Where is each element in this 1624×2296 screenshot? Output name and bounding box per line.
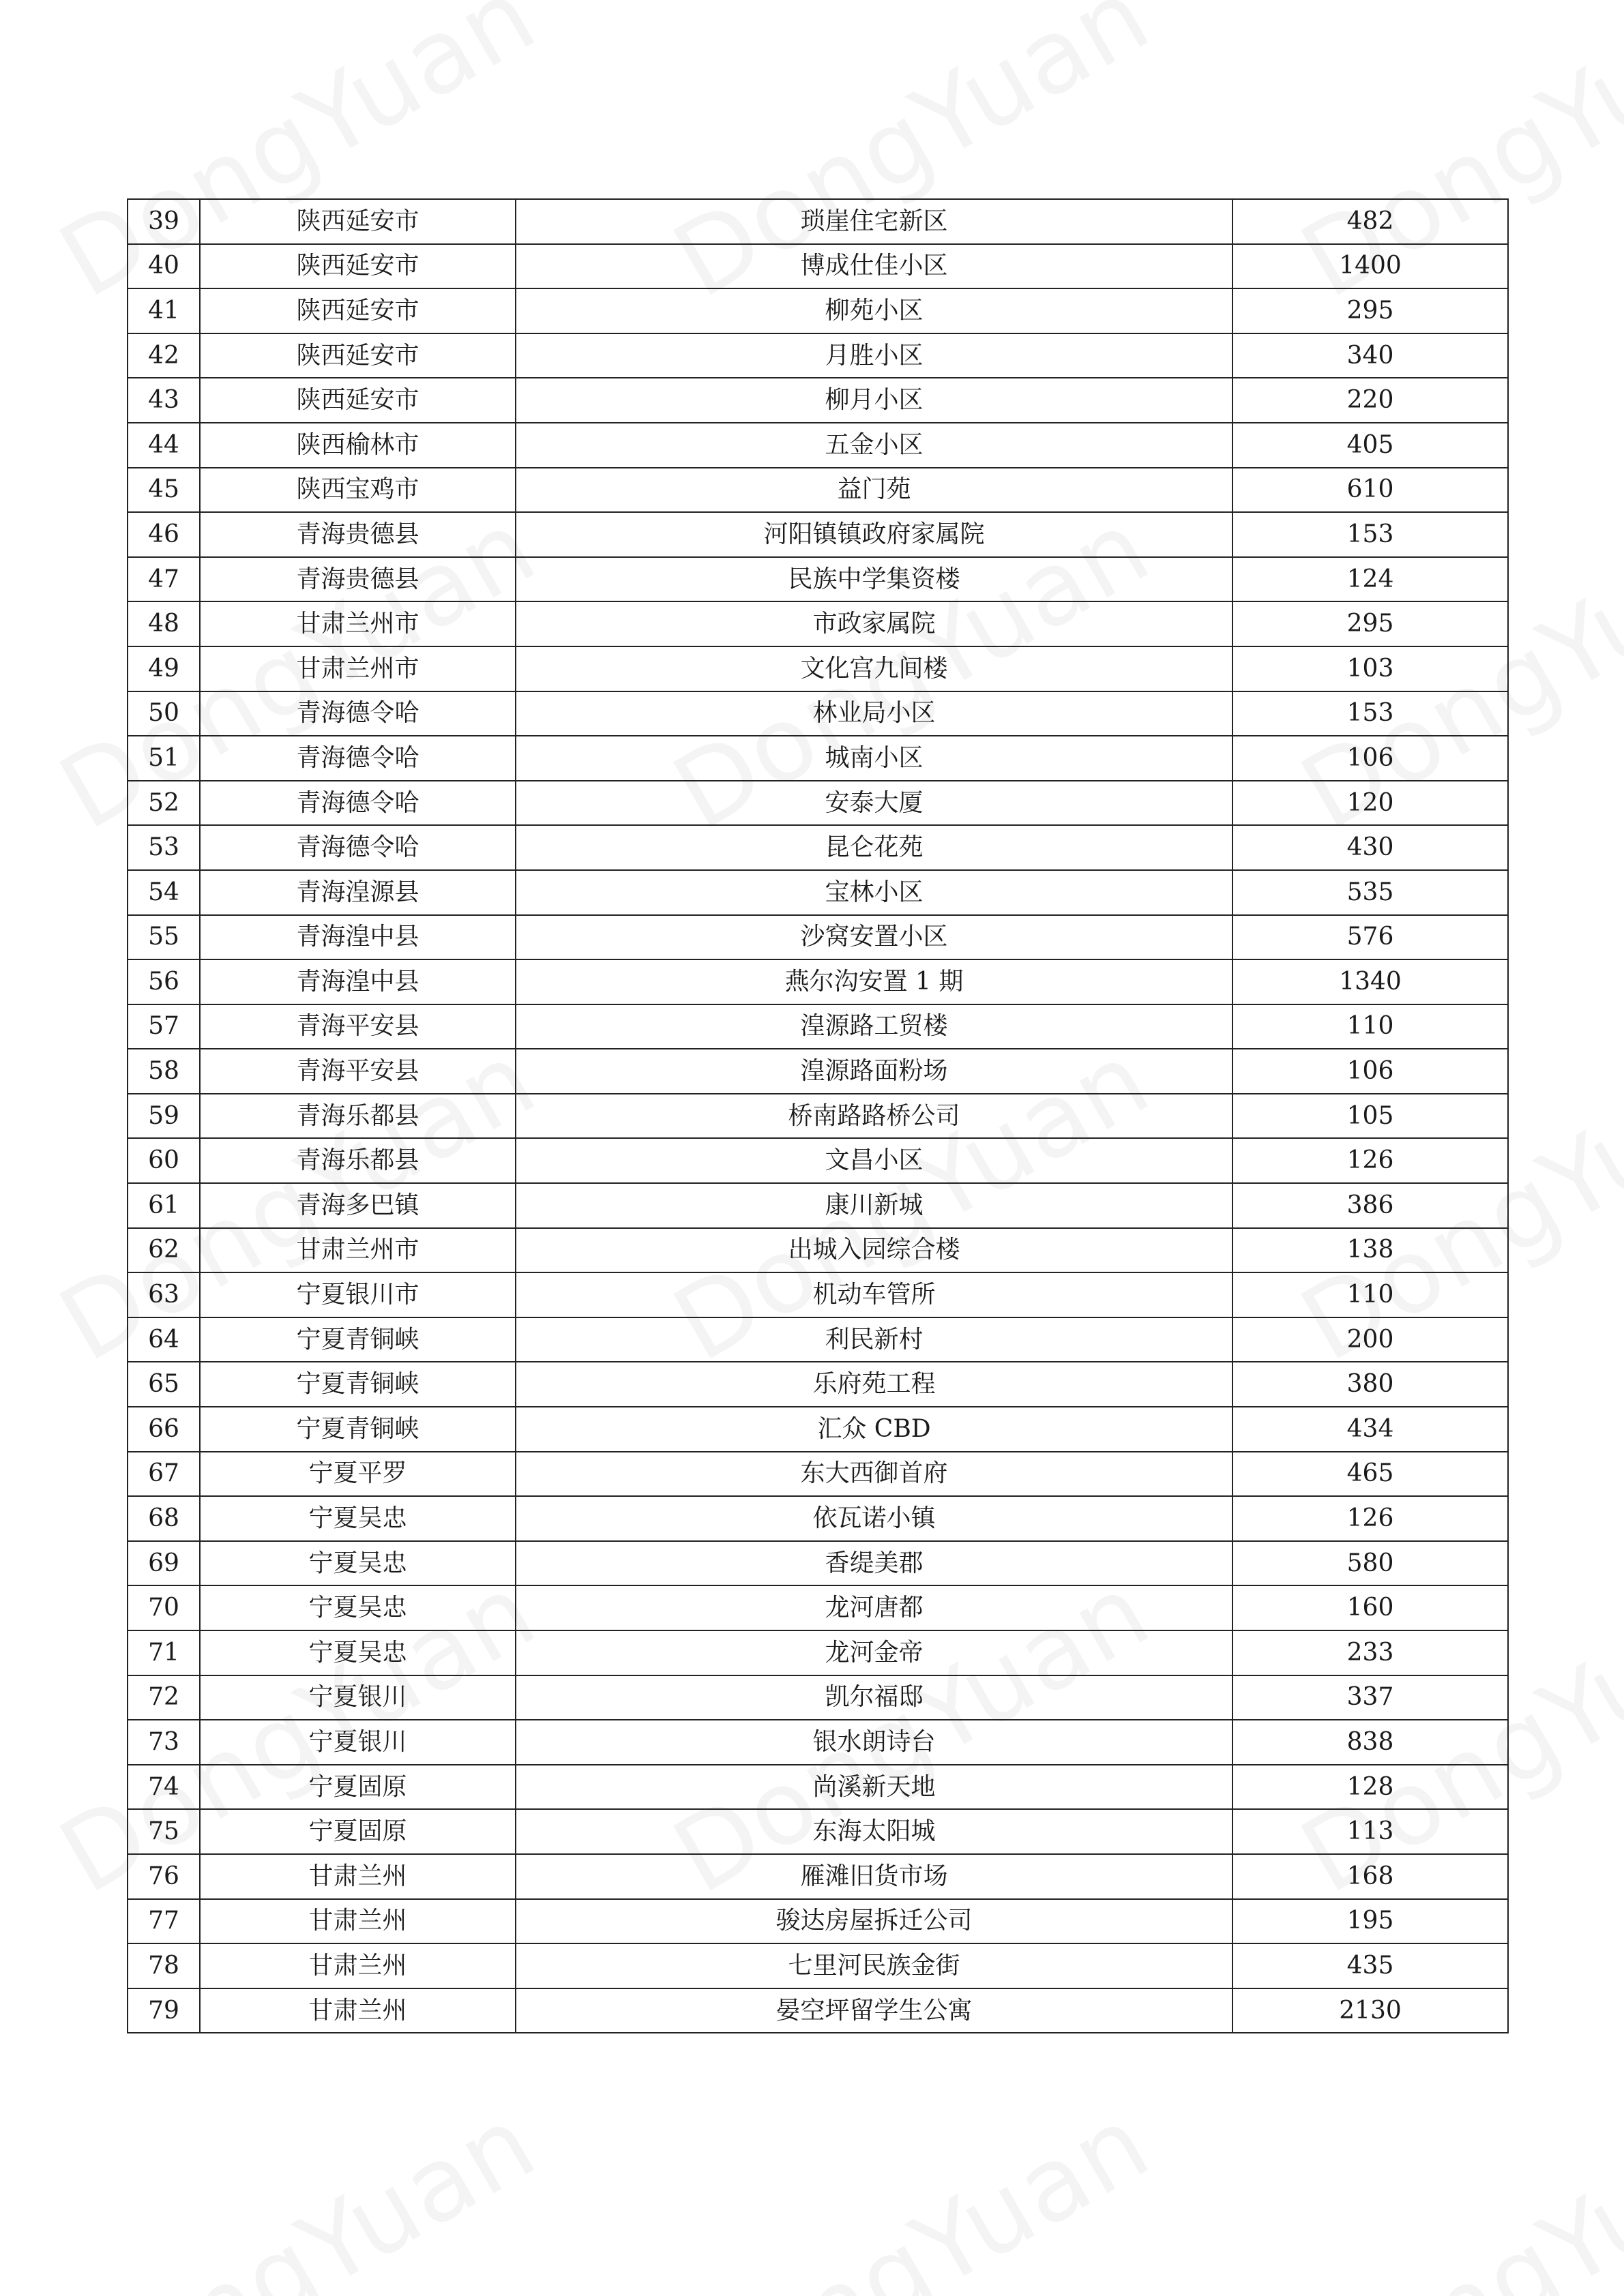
region-cell: 宁夏青铜峡: [200, 1317, 516, 1362]
region-cell: 宁夏银川市: [200, 1272, 516, 1317]
table-row: [128, 557, 1508, 602]
count-cell: 120: [1232, 781, 1508, 826]
table-row: [128, 1228, 1508, 1273]
region-cell: 青海湟中县: [200, 959, 516, 1004]
region-cell: 青海湟中县: [200, 915, 516, 960]
project-name-cell: 雁滩旧货市场: [516, 1854, 1232, 1899]
row-number-cell: 79: [128, 1988, 200, 2033]
project-name-cell: 乐府苑工程: [516, 1362, 1232, 1407]
count-cell: 580: [1232, 1541, 1508, 1586]
project-name-cell: 民族中学集资楼: [516, 557, 1232, 602]
table-row: [128, 333, 1508, 378]
count-cell: 110: [1232, 1004, 1508, 1049]
region-cell: 宁夏固原: [200, 1765, 516, 1810]
table-row: [128, 423, 1508, 468]
count-cell: 1400: [1232, 244, 1508, 289]
row-number-cell: 62: [128, 1228, 200, 1273]
table-row: [128, 1362, 1508, 1407]
project-name-cell: 博成仕佳小区: [516, 244, 1232, 289]
row-number-cell: 44: [128, 423, 200, 468]
row-number-cell: 55: [128, 915, 200, 960]
row-number-cell: 72: [128, 1675, 200, 1720]
row-number-cell: 71: [128, 1630, 200, 1675]
region-cell: 甘肃兰州: [200, 1988, 516, 2033]
table-row: [128, 1317, 1508, 1362]
project-name-cell: 城南小区: [516, 736, 1232, 781]
project-name-cell: 机动车管所: [516, 1272, 1232, 1317]
count-cell: 1340: [1232, 959, 1508, 1004]
table-row: [128, 825, 1508, 870]
table-row: [128, 1183, 1508, 1228]
region-cell: 甘肃兰州市: [200, 601, 516, 646]
row-number-cell: 73: [128, 1720, 200, 1765]
project-name-cell: 安泰大厦: [516, 781, 1232, 826]
table-row: [128, 1943, 1508, 1988]
region-cell: 陕西延安市: [200, 333, 516, 378]
region-cell: 陕西宝鸡市: [200, 468, 516, 513]
count-cell: 610: [1232, 468, 1508, 513]
row-number-cell: 54: [128, 870, 200, 915]
table-row: [128, 1094, 1508, 1139]
project-name-cell: 五金小区: [516, 423, 1232, 468]
region-cell: 青海多巴镇: [200, 1183, 516, 1228]
count-cell: 337: [1232, 1675, 1508, 1720]
table-row: [128, 1899, 1508, 1944]
region-cell: 陕西延安市: [200, 288, 516, 333]
count-cell: 576: [1232, 915, 1508, 960]
row-number-cell: 49: [128, 646, 200, 691]
count-cell: 153: [1232, 691, 1508, 736]
project-name-cell: 香缇美郡: [516, 1541, 1232, 1586]
project-name-cell: 文化宫九间楼: [516, 646, 1232, 691]
table-row: [128, 1809, 1508, 1854]
project-name-cell: 银水朗诗台: [516, 1720, 1232, 1765]
region-cell: 青海贵德县: [200, 557, 516, 602]
table-row: [128, 915, 1508, 960]
row-number-cell: 41: [128, 288, 200, 333]
table-body: [128, 199, 1508, 2033]
project-name-cell: 市政家属院: [516, 601, 1232, 646]
project-name-cell: 燕尔沟安置 1 期: [516, 959, 1232, 1004]
count-cell: 233: [1232, 1630, 1508, 1675]
count-cell: 405: [1232, 423, 1508, 468]
table-row: [128, 1407, 1508, 1452]
row-number-cell: 50: [128, 691, 200, 736]
project-name-cell: 康川新城: [516, 1183, 1232, 1228]
table-row: [128, 378, 1508, 423]
project-name-cell: 东大西御首府: [516, 1452, 1232, 1497]
project-name-cell: 龙河唐都: [516, 1585, 1232, 1630]
table-row: [128, 1452, 1508, 1497]
row-number-cell: 43: [128, 378, 200, 423]
row-number-cell: 42: [128, 333, 200, 378]
table-row: [128, 1765, 1508, 1810]
count-cell: 106: [1232, 736, 1508, 781]
row-number-cell: 47: [128, 557, 200, 602]
table-row: [128, 1138, 1508, 1183]
project-name-cell: 柳苑小区: [516, 288, 1232, 333]
project-name-cell: 晏空坪留学生公寓: [516, 1988, 1232, 2033]
count-cell: 195: [1232, 1899, 1508, 1944]
count-cell: 535: [1232, 870, 1508, 915]
count-cell: 168: [1232, 1854, 1508, 1899]
project-name-cell: 依瓦诺小镇: [516, 1496, 1232, 1541]
region-cell: 甘肃兰州市: [200, 1228, 516, 1273]
row-number-cell: 57: [128, 1004, 200, 1049]
count-cell: 110: [1232, 1272, 1508, 1317]
project-name-cell: 桥南路路桥公司: [516, 1094, 1232, 1139]
table-row: [128, 1004, 1508, 1049]
region-cell: 青海乐都县: [200, 1138, 516, 1183]
region-cell: 青海德令哈: [200, 781, 516, 826]
project-name-cell: 宝林小区: [516, 870, 1232, 915]
region-cell: 甘肃兰州: [200, 1943, 516, 1988]
row-number-cell: 65: [128, 1362, 200, 1407]
row-number-cell: 76: [128, 1854, 200, 1899]
region-cell: 宁夏吴忠: [200, 1630, 516, 1675]
row-number-cell: 58: [128, 1049, 200, 1094]
table-row: [128, 1541, 1508, 1586]
table-row: [128, 512, 1508, 557]
row-number-cell: 56: [128, 959, 200, 1004]
region-cell: 甘肃兰州: [200, 1899, 516, 1944]
row-number-cell: 63: [128, 1272, 200, 1317]
region-cell: 青海平安县: [200, 1049, 516, 1094]
count-cell: 138: [1232, 1228, 1508, 1273]
table-row: [128, 1988, 1508, 2033]
region-cell: 甘肃兰州市: [200, 646, 516, 691]
project-name-cell: 沙窝安置小区: [516, 915, 1232, 960]
count-cell: 220: [1232, 378, 1508, 423]
table-row: [128, 468, 1508, 513]
count-cell: 160: [1232, 1585, 1508, 1630]
table-row: [128, 1854, 1508, 1899]
region-cell: 宁夏银川: [200, 1675, 516, 1720]
project-table: [127, 198, 1509, 2033]
row-number-cell: 39: [128, 199, 200, 244]
region-cell: 陕西延安市: [200, 199, 516, 244]
table-row: [128, 244, 1508, 289]
count-cell: 126: [1232, 1496, 1508, 1541]
row-number-cell: 75: [128, 1809, 200, 1854]
project-name-cell: 凯尔福邸: [516, 1675, 1232, 1720]
count-cell: 838: [1232, 1720, 1508, 1765]
project-name-cell: 湟源路工贸楼: [516, 1004, 1232, 1049]
project-name-cell: 月胜小区: [516, 333, 1232, 378]
table-row: [128, 601, 1508, 646]
row-number-cell: 77: [128, 1899, 200, 1944]
row-number-cell: 78: [128, 1943, 200, 1988]
count-cell: 430: [1232, 825, 1508, 870]
row-number-cell: 67: [128, 1452, 200, 1497]
table-row: [128, 1630, 1508, 1675]
count-cell: 106: [1232, 1049, 1508, 1094]
count-cell: 124: [1232, 557, 1508, 602]
project-name-cell: 昆仑花苑: [516, 825, 1232, 870]
project-name-cell: 七里河民族金街: [516, 1943, 1232, 1988]
count-cell: 340: [1232, 333, 1508, 378]
count-cell: 434: [1232, 1407, 1508, 1452]
row-number-cell: 61: [128, 1183, 200, 1228]
count-cell: 386: [1232, 1183, 1508, 1228]
table-row: [128, 1272, 1508, 1317]
region-cell: 宁夏青铜峡: [200, 1362, 516, 1407]
watermark-text: [655, 2083, 1169, 2296]
region-cell: 陕西延安市: [200, 244, 516, 289]
region-cell: 宁夏吴忠: [200, 1496, 516, 1541]
region-cell: 宁夏青铜峡: [200, 1407, 516, 1452]
row-number-cell: 74: [128, 1765, 200, 1810]
region-cell: 宁夏吴忠: [200, 1541, 516, 1586]
project-name-cell: 林业局小区: [516, 691, 1232, 736]
row-number-cell: 46: [128, 512, 200, 557]
project-name-cell: 汇众 CBD: [516, 1407, 1232, 1452]
project-name-cell: 文昌小区: [516, 1138, 1232, 1183]
region-cell: 青海贵德县: [200, 512, 516, 557]
row-number-cell: 45: [128, 468, 200, 513]
table-row: [128, 1496, 1508, 1541]
project-name-cell: 出城入园综合楼: [516, 1228, 1232, 1273]
row-number-cell: 69: [128, 1541, 200, 1586]
row-number-cell: 53: [128, 825, 200, 870]
count-cell: 113: [1232, 1809, 1508, 1854]
count-cell: 465: [1232, 1452, 1508, 1497]
region-cell: 青海德令哈: [200, 736, 516, 781]
table-row: [128, 736, 1508, 781]
count-cell: 295: [1232, 601, 1508, 646]
count-cell: 435: [1232, 1943, 1508, 1988]
row-number-cell: 60: [128, 1138, 200, 1183]
project-name-cell: 湟源路面粉场: [516, 1049, 1232, 1094]
count-cell: 295: [1232, 288, 1508, 333]
table-row: [128, 959, 1508, 1004]
project-name-cell: 益门苑: [516, 468, 1232, 513]
table-row: [128, 288, 1508, 333]
table-row: [128, 1049, 1508, 1094]
project-name-cell: 东海太阳城: [516, 1809, 1232, 1854]
table-row: [128, 1720, 1508, 1765]
project-name-cell: 河阳镇镇政府家属院: [516, 512, 1232, 557]
table-row: [128, 1585, 1508, 1630]
row-number-cell: 52: [128, 781, 200, 826]
count-cell: 380: [1232, 1362, 1508, 1407]
region-cell: 青海德令哈: [200, 691, 516, 736]
row-number-cell: 66: [128, 1407, 200, 1452]
row-number-cell: 70: [128, 1585, 200, 1630]
table-row: [128, 870, 1508, 915]
count-cell: 128: [1232, 1765, 1508, 1810]
row-number-cell: 40: [128, 244, 200, 289]
table-row: [128, 691, 1508, 736]
watermark-text: [41, 2083, 555, 2296]
project-name-cell: 龙河金帝: [516, 1630, 1232, 1675]
row-number-cell: 48: [128, 601, 200, 646]
region-cell: 陕西延安市: [200, 378, 516, 423]
region-cell: 宁夏银川: [200, 1720, 516, 1765]
count-cell: 105: [1232, 1094, 1508, 1139]
count-cell: 200: [1232, 1317, 1508, 1362]
count-cell: 153: [1232, 512, 1508, 557]
table-row: [128, 646, 1508, 691]
count-cell: 103: [1232, 646, 1508, 691]
region-cell: 青海德令哈: [200, 825, 516, 870]
project-name-cell: 琐崖住宅新区: [516, 199, 1232, 244]
region-cell: 宁夏平罗: [200, 1452, 516, 1497]
region-cell: 青海湟源县: [200, 870, 516, 915]
count-cell: 482: [1232, 199, 1508, 244]
region-cell: 青海乐都县: [200, 1094, 516, 1139]
project-name-cell: 利民新村: [516, 1317, 1232, 1362]
region-cell: 宁夏吴忠: [200, 1585, 516, 1630]
region-cell: 陕西榆林市: [200, 423, 516, 468]
watermark-text: [1282, 2083, 1624, 2296]
region-cell: 宁夏固原: [200, 1809, 516, 1854]
row-number-cell: 64: [128, 1317, 200, 1362]
row-number-cell: 51: [128, 736, 200, 781]
row-number-cell: 68: [128, 1496, 200, 1541]
region-cell: 甘肃兰州: [200, 1854, 516, 1899]
count-cell: 2130: [1232, 1988, 1508, 2033]
project-name-cell: 骏达房屋拆迁公司: [516, 1899, 1232, 1944]
count-cell: 126: [1232, 1138, 1508, 1183]
region-cell: 青海平安县: [200, 1004, 516, 1049]
project-name-cell: 尚溪新天地: [516, 1765, 1232, 1810]
project-name-cell: 柳月小区: [516, 378, 1232, 423]
table-row: [128, 1675, 1508, 1720]
table-row: [128, 781, 1508, 826]
table-row: [128, 199, 1508, 244]
row-number-cell: 59: [128, 1094, 200, 1139]
